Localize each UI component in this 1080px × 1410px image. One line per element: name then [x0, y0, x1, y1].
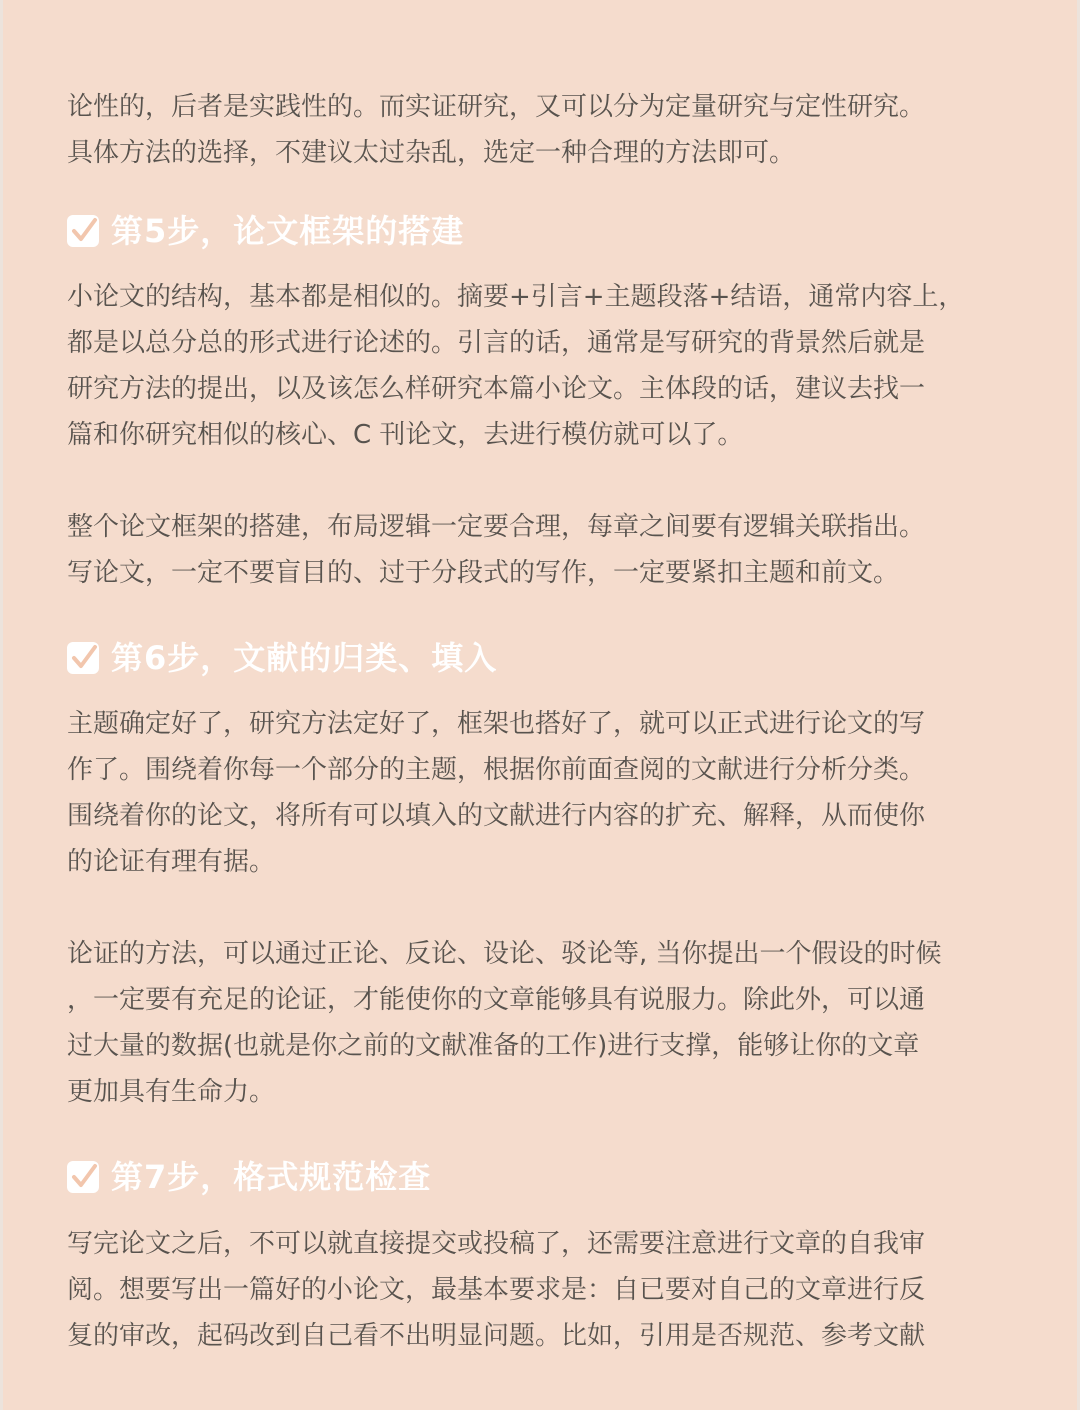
- paragraph-line: 论证的方法，可以通过正论、反论、设论、驳论等, 当你提出一个假设的时候: [67, 939, 942, 969]
- intro-paragraph: [67, 84, 1027, 176]
- step7-paragraph-1: [67, 1221, 1027, 1359]
- step6-paragraph-1: [67, 701, 1027, 885]
- paragraph-line: 写论文，一定不要盲目的、过于分段式的写作，一定要紧扣主题和前文。: [67, 558, 900, 588]
- paragraph-line: 更加具有生命力。: [67, 1077, 276, 1107]
- paragraph-line: 都是以总分总的形式进行论述的。引言的话，通常是写研究的背景然后就是: [67, 328, 926, 358]
- step5-paragraph-2: [67, 504, 1027, 596]
- paragraph-line: 作了。围绕着你每一个部分的主题，根据你前面查阅的文献进行分析分类。: [67, 755, 926, 785]
- step7-heading: [67, 1157, 431, 1197]
- left-edge: [0, 0, 3, 1410]
- step6-paragraph-2: [67, 931, 1027, 1115]
- paragraph-line: 主题确定好了，研究方法定好了，框架也搭好了，就可以正式进行论文的写: [67, 709, 926, 739]
- paragraph-line: 写完论文之后，不可以就直接提交或投稿了，还需要注意进行文章的自我审: [67, 1229, 926, 1259]
- checkmark-icon: [67, 215, 99, 247]
- paragraph-line: 阅。想要写出一篇好的小论文，最基本要求是：自已要对自己的文章进行反: [67, 1275, 926, 1305]
- paragraph-line: 研究方法的提出，以及该怎么样研究本篇小论文。主体段的话，建议去找一: [67, 374, 926, 404]
- paragraph-line: 篇和你研究相似的核心、C 刊论文，去进行模仿就可以了。: [67, 420, 744, 450]
- step5-title: 第5步，论文框架的搭建: [111, 212, 465, 250]
- paragraph-line: 过大量的数据(也就是你之前的文献准备的工作)进行支撑，能够让你的文章: [67, 1031, 920, 1061]
- step6-heading: [67, 638, 497, 678]
- paragraph-line: 围绕着你的论文，将所有可以填入的文献进行内容的扩充、解释，从而使你: [67, 801, 926, 831]
- checkmark-icon: [67, 642, 99, 674]
- paragraph-line: 小论文的结构，基本都是相似的。摘要+引言+主题段落+结语，通常内容上，: [67, 282, 965, 312]
- step5-paragraph-1: [67, 274, 1027, 458]
- paragraph-line: 复的审改，起码改到自己看不出明显问题。比如，引用是否规范、参考文献: [67, 1321, 926, 1351]
- paragraph-line: ，一定要有充足的论证，才能使你的文章能够具有说服力。除此外，可以通: [67, 985, 926, 1015]
- paragraph-line: 的论证有理有据。: [67, 847, 276, 877]
- step5-heading: [67, 211, 464, 251]
- paragraph-line: 具体方法的选择，不建议太过杂乱，选定一种合理的方法即可。: [67, 138, 796, 168]
- paragraph-line: 论性的，后者是实践性的。而实证研究，又可以分为定量研究与定性研究。: [67, 92, 926, 122]
- step6-title: 第6步，文献的归类、填入: [111, 639, 498, 677]
- paragraph-line: 整个论文框架的搭建，布局逻辑一定要合理，每章之间要有逻辑关联指出。: [67, 512, 926, 542]
- step7-title: 第7步，格式规范检查: [111, 1158, 432, 1196]
- checkmark-icon: [67, 1161, 99, 1193]
